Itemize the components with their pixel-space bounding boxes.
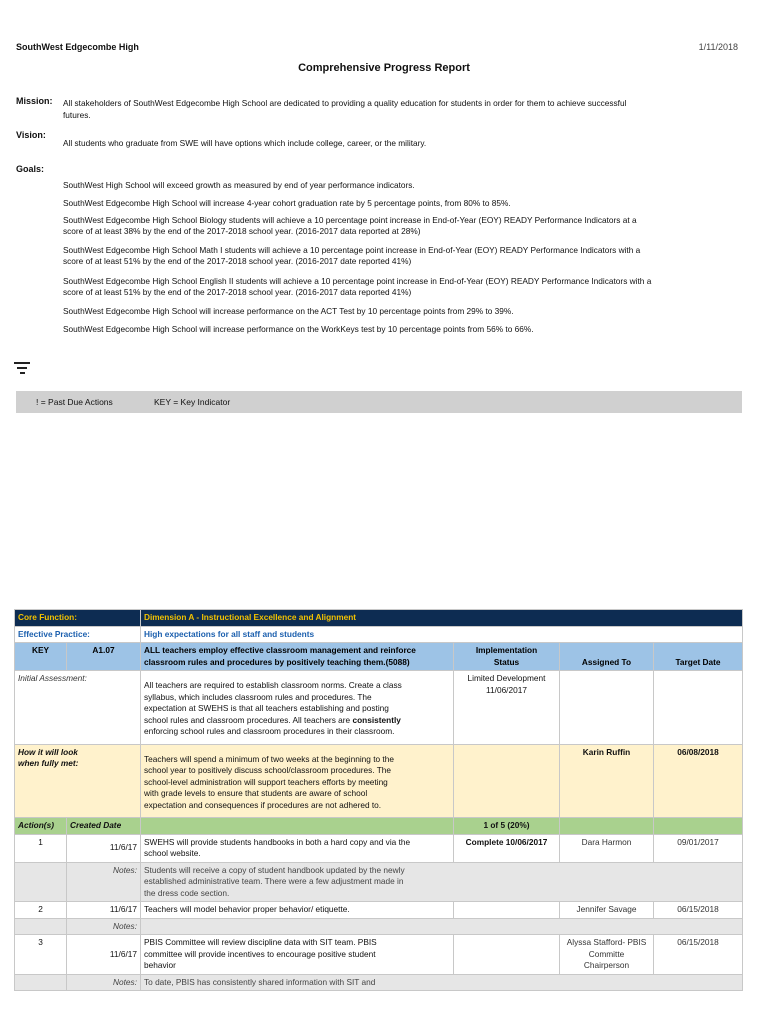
goal-item: SouthWest Edgecombe High School will increase performance on the ACT Test by 10 percentage points from 29% to 39%. [63,306,514,316]
action-status: Complete 10/06/2017 [454,834,560,862]
actions-header-row [15,818,743,835]
action-notes-row [15,974,743,991]
action-created-date: 11/6/17 [67,902,141,919]
goals-label: Goals: [16,164,45,174]
action-created-date: 11/6/17 [67,834,141,862]
effective-practice-value: High expectations for all staff and students [141,626,743,643]
notes-spacer [15,974,67,991]
action-number: 1 [15,834,67,862]
indicator-id: A1.07 [67,643,141,671]
fully-met-assigned: Karin Ruffin [560,744,654,818]
goal-item: SouthWest Edgecombe High School will increase performance on the WorkKeys test by 10 percentage points from 56% to 66%. [63,324,534,334]
assigned-header: Assigned To [560,643,654,671]
notes-spacer [15,862,67,902]
action-text: PBIS Committee will review discipline data with SIT team. PBIS committee will provide incentives to encourage positive student behavior [141,935,454,975]
goal-item: SouthWest Edgecombe High School Math I students will achieve a 10 percentage point increase in End-of-Year (EOY) READY Performance Indicators with a score of at least 51% by the end of the 2017-2018 school year. (2016-2017 date reported 41%) [63,245,641,266]
action-target: 09/01/2017 [654,834,743,862]
initial-assessment-label: Initial Assessment: [15,671,141,745]
fully-met-target: 06/08/2018 [654,744,743,818]
mission-line: All stakeholders of SouthWest Edgecombe High School are dedicated to providing a quality education for students in order for them to achieve successful [63,98,627,108]
action-row [15,902,743,919]
action-assigned: Dara Harmon [560,834,654,862]
actions-label: Action(s) [15,818,67,835]
goal-item: SouthWest Edgecombe High School English II students will achieve a 10 percentage point increase in End-of-Year (EOY) READY Performance Indicators with a score of at least 51% by the end of the 2017-2018 school year. (2016-2017 data reported 41%) [63,276,652,297]
notes-text: To date, PBIS has consistently shared information with SIT and [141,974,743,991]
action-text: SWEHS will provide students handbooks in both a hard copy and via the school website. [141,834,454,862]
key-cell: KEY [15,643,67,671]
mission-line: futures. [63,110,91,120]
fully-met-text: Teachers will spend a minimum of two weeks at the beginning to the school year to positively discuss school/classroom procedures. The school-level administration will support teachers efforts by meeting with grade levels to ensure that students are aware of school expectation and consequences if procedures are not adhered to. [141,744,454,818]
actions-spacer [141,818,454,835]
actions-spacer [560,818,654,835]
action-text: Teachers will model behavior proper behavior/ etiquette. [141,902,454,919]
effective-practice-label: Effective Practice: [15,626,141,643]
actions-spacer [654,818,743,835]
vision-label: Vision: [16,130,46,140]
mission-text [63,97,743,121]
core-function-row [15,610,743,627]
notes-label: Notes: [67,862,141,902]
effective-practice-row [15,626,743,643]
core-function-label: Core Function: [15,610,141,627]
indicator-header-row [15,643,743,671]
action-number: 3 [15,935,67,975]
fully-met-status [454,744,560,818]
initial-assessment-row [15,671,743,745]
notes-label: Notes: [67,918,141,935]
action-assigned: Alyssa Stafford- PBIS Committe Chairperson [560,935,654,975]
legend-past-due: ! = Past Due Actions [36,397,113,407]
report-date: 1/11/2018 [698,42,738,52]
school-name: SouthWest Edgecombe High [16,42,139,52]
action-notes-row [15,862,743,902]
status-header: Implementation Status [454,643,560,671]
action-number: 2 [15,902,67,919]
action-assigned: Jennifer Savage [560,902,654,919]
core-function-value: Dimension A - Instructional Excellence and Alignment [141,610,743,627]
action-target: 06/15/2018 [654,902,743,919]
actions-progress: 1 of 5 (20%) [454,818,560,835]
vision-text: All students who graduate from SWE will have options which include college, career, or the military. [63,138,427,148]
mission-label: Mission: [16,96,53,106]
action-row [15,834,743,862]
initial-assessment-text: All teachers are required to establish classroom norms. Create a class syllabus, which includes classroom rules and procedures. The expectation at SWEHS is that all teachers establishing and posting school rules and classroom procedures. All teachers are consistently enforcing school rules and classroom procedures in their classroom. [141,671,454,745]
initial-assigned [560,671,654,745]
legend-key-indicator: KEY = Key Indicator [154,397,231,407]
action-target: 06/15/2018 [654,935,743,975]
plan-table [14,609,743,991]
created-date-label: Created Date [67,818,141,835]
target-header: Target Date [654,643,743,671]
action-created-date: 11/6/17 [67,935,141,975]
initial-target [654,671,743,745]
filter-icon[interactable] [13,362,31,376]
indicator-text: ALL teachers employ effective classroom management and reinforce classroom rules and procedures by positively teaching them.(5088) [141,643,454,671]
goal-item: SouthWest Edgecombe High School Biology students will achieve a 10 percentage point increase in End-of-Year (EOY) READY Performance Indicators at a score of at least 38% by the end of the 2017-2018 school year. (2016-2017 data reported at 28%) [63,215,637,236]
action-notes-row [15,918,743,935]
notes-text [141,918,743,935]
fully-met-label: How it will look when fully met: [15,744,141,818]
page-title: Comprehensive Progress Report [298,62,470,74]
action-status [454,935,560,975]
goal-item: SouthWest High School will exceed growth as measured by end of year performance indicators. [63,180,415,190]
action-row [15,935,743,975]
notes-label: Notes: [67,974,141,991]
notes-text: Students will receive a copy of student handbook updated by the newly established administrative team. There were a few adjustment made in the dress code section. [141,862,743,902]
fully-met-row [15,744,743,818]
initial-status: Limited Development 11/06/2017 [454,671,560,745]
goal-item: SouthWest Edgecombe High School will increase 4-year cohort graduation rate by 5 percentage points, from 80% to 85%. [63,198,511,208]
legend-bar [16,391,742,413]
action-status [454,902,560,919]
notes-spacer [15,918,67,935]
